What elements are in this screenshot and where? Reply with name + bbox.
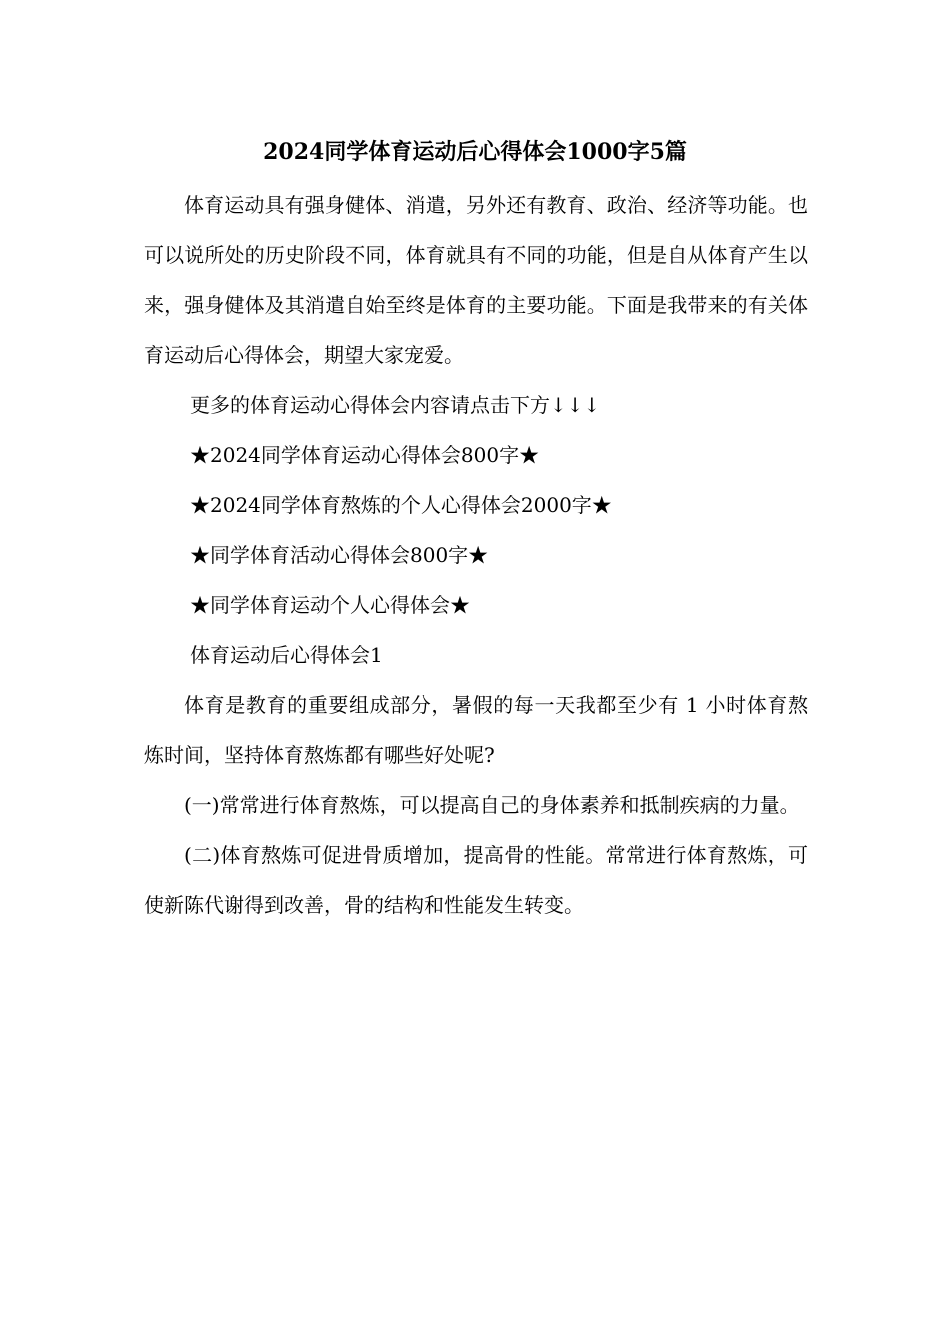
body-paragraph-1: 体育是教育的重要组成部分，暑假的每一天我都至少有 1 小时体育熬炼时间，坚持体育熬炼都有哪些好处呢? <box>144 693 808 767</box>
document-body <box>144 180 808 930</box>
related-link-3[interactable]: ★同学体育活动心得体会800字★ <box>190 543 489 567</box>
section-heading: 体育运动后心得体会1 <box>190 643 383 667</box>
related-link-4[interactable]: ★同学体育运动个人心得体会★ <box>190 593 470 617</box>
body-paragraph-3: (二)体育熬炼可促进骨质增加，提高骨的性能。常常进行体育熬炼，可使新陈代谢得到改善，骨的结构和性能发生转变。 <box>144 843 808 917</box>
related-link-2[interactable]: ★2024同学体育熬炼的个人心得体会2000字★ <box>190 493 612 517</box>
more-prompt: 更多的体育运动心得体会内容请点击下方↓↓↓ <box>190 393 601 417</box>
intro-paragraph: 体育运动具有强身健体、消遣，另外还有教育、政治、经济等功能。也可以说所处的历史阶段不同，体育就具有不同的功能，但是自从体育产生以来，强身健体及其消遣自始至终是体育的主要功能。下面是我带来的有关体育运动后心得体会，期望大家宠爱。 <box>144 193 808 367</box>
document-title: 2024同学体育运动后心得体会1000字5篇 <box>263 139 687 165</box>
body-paragraph-2: (一)常常进行体育熬炼，可以提高自己的身体素养和抵制疾病的力量。 <box>184 793 800 817</box>
related-link-1[interactable]: ★2024同学体育运动心得体会800字★ <box>190 443 540 467</box>
